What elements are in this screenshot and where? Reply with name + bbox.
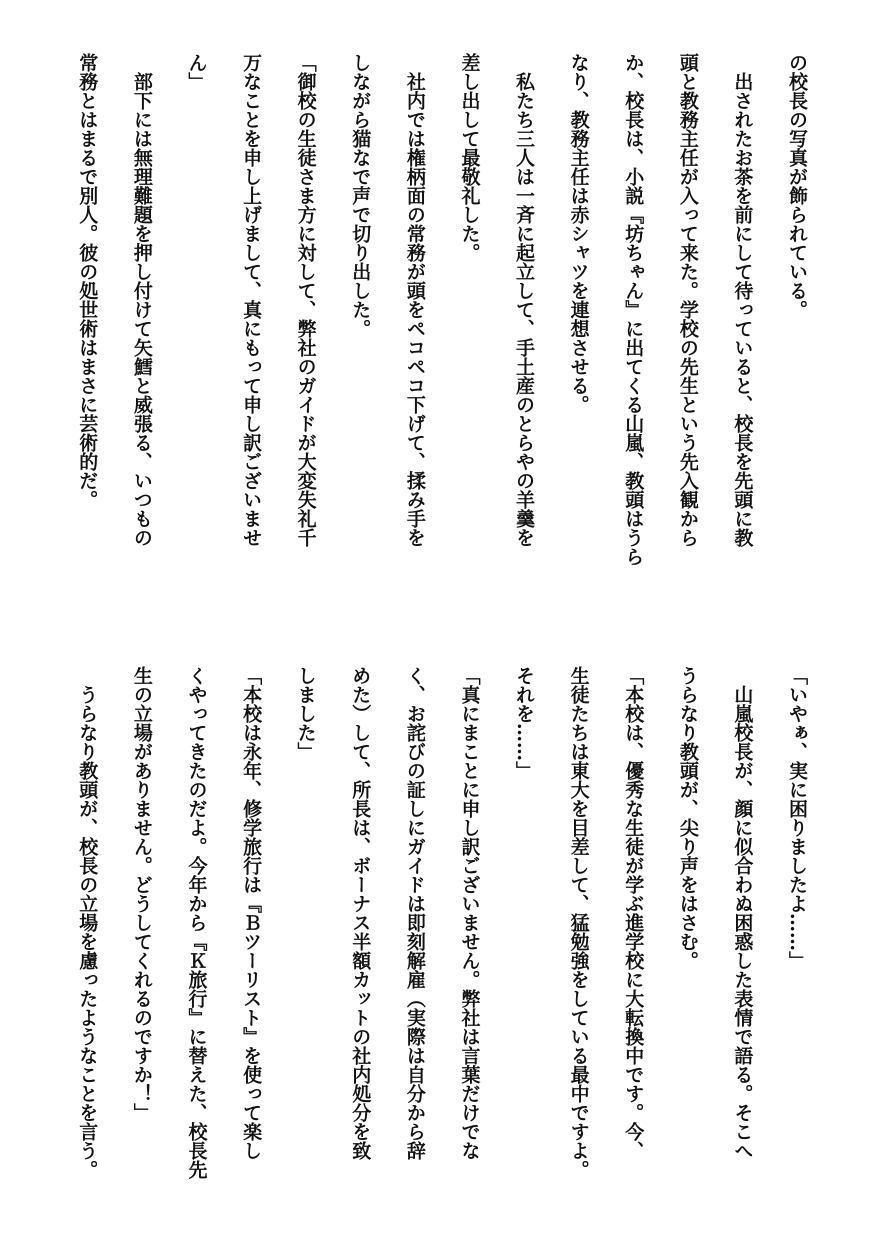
text-line: しました」	[294, 666, 317, 761]
text-line: 「本校は、優秀な生徒が学ぶ進学校に大転換中です。今、	[622, 666, 645, 1160]
text-line: それを……」	[513, 666, 536, 780]
text-line: 「本校は永年、修学旅行は『Ｂツーリスト』を使って楽し	[240, 666, 263, 1160]
text-line: 「いやぁ、実に困りましたよ……」	[786, 666, 808, 970]
text-line: く、お詫びの証しにガイドは即刻解雇（実際は自分から辞	[403, 666, 426, 1160]
text-line: めた）して、所長は、ボーナス半額カットの社内処分を致	[349, 666, 372, 1160]
text-line: 出されたお茶を前にして待っていると、校長を先頭に教	[731, 72, 754, 547]
text-line: なり、教務主任は赤シャツを連想させる。	[567, 53, 590, 414]
text-line: の校長の写真が飾られている。	[786, 53, 808, 319]
text-line: 私たち三人は一斉に起立して、手土産のとらやの羊羹を	[513, 72, 536, 547]
text-line: うらなり教頭が、尖り声をはさむ。	[676, 666, 699, 970]
text-line: 「真にまことに申し訳ございません。弊社は言葉だけでな	[458, 666, 481, 1160]
text-line: 常務とはまるで別人。彼の処世術はまさに芸術的だ。	[76, 53, 99, 509]
text-line: 社内では権柄面の常務が頭をペコペコ下げて、揉み手を	[403, 72, 426, 547]
text-line: 部下には無理難題を押し付けて矢鱈と威張る、いつもの	[130, 72, 153, 547]
text-line: しながら猫なで声で切り出した。	[349, 53, 372, 338]
text-line: 山嵐校長が、顔に似合わぬ困惑した表情で語る。そこへ	[731, 685, 754, 1160]
text-line: 「御校の生徒さま方に対して、弊社のガイドが大変失礼千	[294, 53, 317, 547]
text-line: 生徒たちは東大を目差して、猛勉強をしている最中ですよ。	[567, 666, 590, 1179]
text-block-lower	[60, 666, 824, 1226]
text-line: か、校長は、小説『坊ちゃん』に出てくる山嵐、教頭はうら	[622, 53, 645, 566]
text-block-upper	[60, 53, 824, 613]
text-line: ん」	[185, 53, 208, 91]
text-line: 生の立場がありません。どうしてくれるのですか！」	[130, 666, 153, 1122]
text-line: 頭と教務主任が入って来た。学校の先生という先入観から	[676, 53, 699, 547]
text-line: 差し出して最敬礼した。	[458, 53, 481, 262]
text-line: 万なことを申し上げまして、真にもって申し訳ございませ	[240, 53, 263, 547]
text-line: くやってきたのだよ。今年から『Ｋ旅行』に替えた、校長先	[185, 666, 208, 1179]
text-line: うらなり教頭が、校長の立場を慮ったようなことを言う。	[76, 685, 99, 1179]
